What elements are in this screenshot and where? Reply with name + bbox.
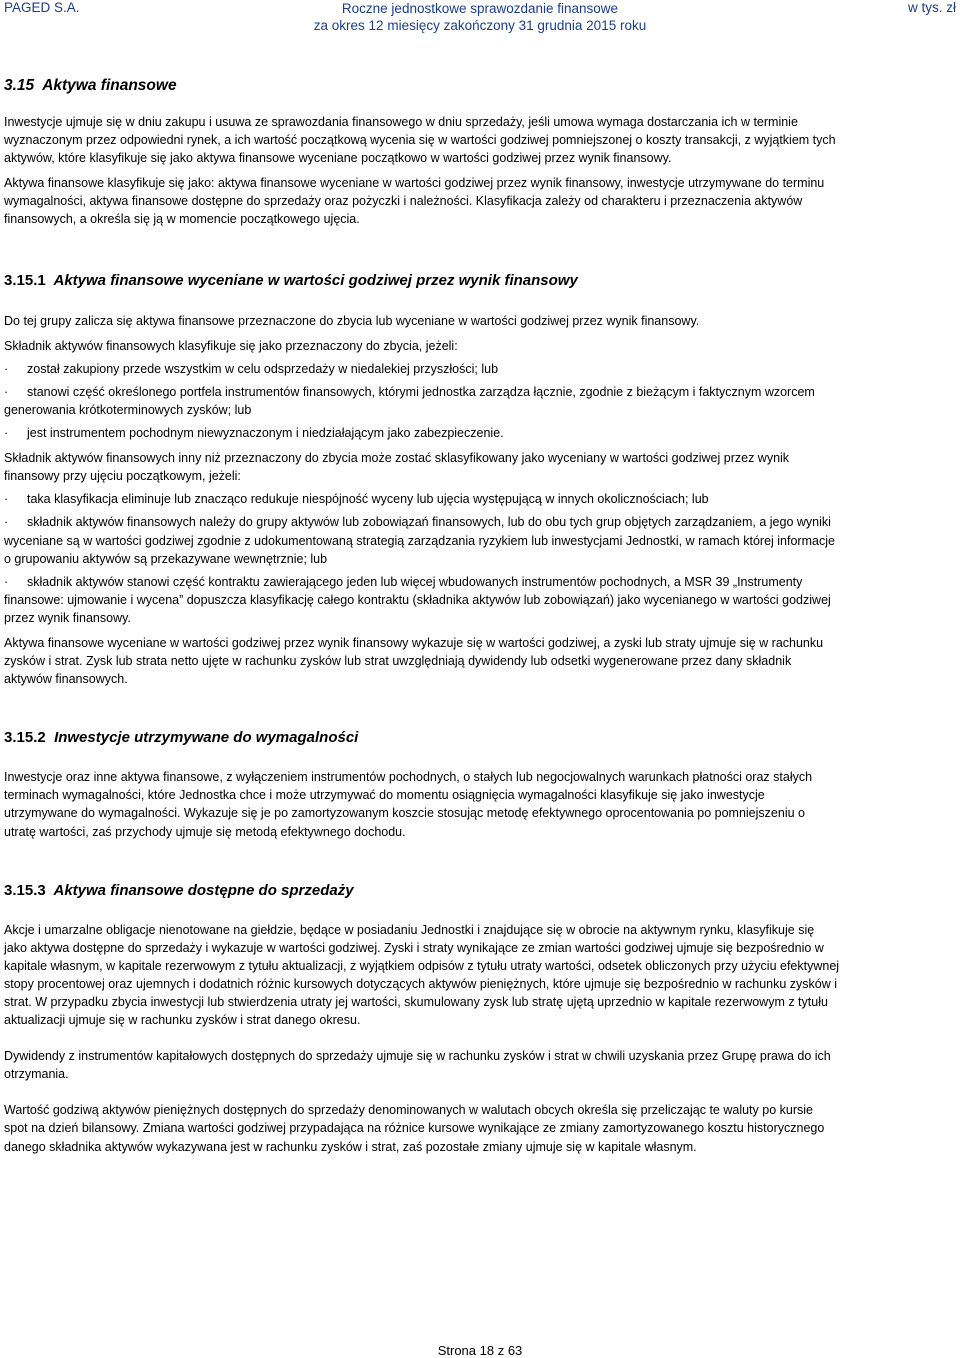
page-header xyxy=(0,0,960,40)
subsection-heading-3 xyxy=(4,881,840,901)
subsection-heading-2 xyxy=(4,728,840,748)
list-item: · taka klasyfikacja eliminuje lub znacząco redukuje niespójność wyceny lub ujęcia występującą w innych okolicznościach; lub xyxy=(4,492,709,507)
subsection-title: Aktywa finansowe dostępne do sprzedaży xyxy=(53,881,354,899)
list-item: · został zakupiony przede wszystkim w celu odsprzedaży w niedalekiej przyszłości; lub xyxy=(4,361,499,376)
paragraph: Inwestycje ujmuje się w dniu zakupu i usuwa ze sprawozdania finansowego w dniu sprzedaży, jeśli umowa wymaga dostarczania ich w terminie wyznaczonym przez odpowiedni rynek, a ich wartość początkową wycenia się w wartości godziwej pomniejszonej o koszty transakcji, z wyjątkiem tych aktywów, które klasyfikuje się jako aktywa finansowe wyceniane początkowo w wartości godziwej przez wynik finansowy. xyxy=(4,115,836,166)
subsection-title: Aktywa finansowe wyceniane w wartości godziwej przez wynik finansowy xyxy=(53,271,578,289)
report-title-line1: Roczne jednostkowe sprawozdanie finansowe xyxy=(341,1,619,16)
subsection-title: Inwestycje utrzymywane do wymagalności xyxy=(54,729,359,747)
paragraph: Składnik aktywów finansowych inny niż przeznaczony do zbycia może zostać sklasyfikowany jako wyceniany w wartości godziwej przez wynik finansowy przy ujęciu początkowym, jeżeli: xyxy=(4,451,790,484)
paragraph: Inwestycje oraz inne aktywa finansowe, z wyłączeniem instrumentów pochodnych, o stałych lub negocjowalnych warunkach płatności oraz stałych terminach wymagalności, które Jednostka chce i może utrzymywać do momentu osiągnięcia wymagalności klasyfikuje się jako inwestycje utrzymywane do wymagalności. Wykazuje się je po zamortyzowanym koszcie stosując metodę efektywnego oprocentowania po pomniejszeniu o utratę wartości, zaś przychody ujmuje się metodą efektywnego dochodu. xyxy=(4,770,813,839)
section-heading: 3.15 Aktywa finansowe xyxy=(4,77,177,94)
paragraph: Do tej grupy zalicza się aktywa finansowe przeznaczone do zbycia lub wyceniane w wartości godziwej przez wynik finansowy. xyxy=(4,313,700,328)
paragraph: Aktywa finansowe klasyfikuje się jako: aktywa finansowe wyceniane w wartości godziwej przez wynik finansowy, inwestycje utrzymywane do terminu wymagalności, aktywa finansowe dostępne do sprzedaży oraz pożyczki i należności. Klasyfikacja zależy od charakteru i przeznaczenia aktywów finansowych, a określa się ją w momencie początkowego ujęcia. xyxy=(4,176,825,227)
list-item: · stanowi część określonego portfela instrumentów finansowych, którymi jednostka zarządza łącznie, zgodnie z bieżącym i faktycznym wzorcem generowania krótkoterminowych zysków; lub xyxy=(4,384,815,417)
list-item: · składnik aktywów finansowych należy do grupy aktywów lub zobowiązań finansowych, lub do obu tych grup objętych zarządzaniem, a jego wyniki wyceniane są w wartości godziwej zgodnie z udokumentowaną strategią zarządzania ryzykiem lub inwestycjami Jednostki, w ramach której informacje o grupowaniu aktywów są przekazywane wewnętrznie; lub xyxy=(4,515,835,566)
report-title xyxy=(0,0,960,34)
subsection-number: 3.15.2 xyxy=(4,729,46,747)
report-title-line2: za okres 12 miesięcy zakończony 31 grudnia 2015 roku xyxy=(313,18,647,33)
document-body xyxy=(4,76,840,1156)
paragraph: Składnik aktywów finansowych klasyfikuje się jako przeznaczony do zbycia, jeżeli: xyxy=(4,338,458,353)
paragraph: Dywidendy z instrumentów kapitałowych dostępnych do sprzedaży ujmuje się w rachunku zysków i strat w chwili uzyskania przez Grupę prawa do ich otrzymania. xyxy=(4,1049,831,1082)
currency-unit: w tys. zł xyxy=(907,0,956,15)
list-item: · jest instrumentem pochodnym niewyznaczonym i niedziałającym jako zabezpieczenie. xyxy=(4,426,504,441)
paragraph: Akcje i umarzalne obligacje nienotowane na giełdzie, będące w posiadaniu Jednostki i znajdujące się w obrocie na aktywnym rynku, klasyfikuje się jako aktywa dostępne do sprzedaży i wykazuje w wartości godziwej. Zyski i straty wynikające ze zmian wartości godziwej ujmuje się bezpośrednio w kapitale własnym, w kapitale rezerwowym z tytułu aktualizacji, z wyjątkiem odpisów z tytułu utraty wartości, odsetek obliczonych przy użyciu efektywnej stopy procentowej oraz ujemnych i dodatnich różnic kursowych dotyczących aktywów pieniężnych, które ujmuje się bezpośrednio w rachunku zysków i strat. W przypadku zbycia inwestycji lub stwierdzenia utraty jej wartości, skumulowany zysk lub stratę ujętą uprzednio w kapitale rezerwowym z tytułu aktualizacji ujmuje się w rachunku zysków i strat danego okresu. xyxy=(4,922,840,1028)
list-item: · składnik aktywów stanowi część kontraktu zawierającego jeden lub więcej wbudowanych instrumentów pochodnych, a MSR 39 „Instrumenty finansowe: ujmowanie i wycena” dopuszcza klasyfikację całego kontraktu (składnika aktywów lub zobowiązań) jako wycenianego w wartości godziwej przez wynik finansowy. xyxy=(4,574,831,625)
page-number: Strona 18 z 63 xyxy=(437,1343,523,1358)
subsection-heading-1 xyxy=(4,271,840,291)
subsection-number: 3.15.1 xyxy=(4,271,46,289)
paragraph: Wartość godziwą aktywów pieniężnych dostępnych do sprzedaży denominowanych w walutach obcych określa się przeliczając te waluty po kursie spot na dzień bilansowy. Zmiana wartości godziwej przypadająca na różnice kursowe wynikające ze zmiany zamortyzowanego kosztu historycznego danego składnika aktywów wykazywana jest w rachunku zysków i strat, zaś pozostałe zmiany ujmuje się w kapitale własnym. xyxy=(4,1103,825,1154)
paragraph: Aktywa finansowe wyceniane w wartości godziwej przez wynik finansowy wykazuje się w wartości godziwej, a zyski lub straty ujmuje się w rachunku zysków i strat. Zysk lub strata netto ujęte w rachunku zysków lub strat uwzględniają dywidendy lub odsetki wygenerowane przez dany składnik aktywów finansowych. xyxy=(4,635,824,687)
company-name: PAGED S.A. xyxy=(4,0,80,15)
subsection-number: 3.15.3 xyxy=(4,881,46,899)
